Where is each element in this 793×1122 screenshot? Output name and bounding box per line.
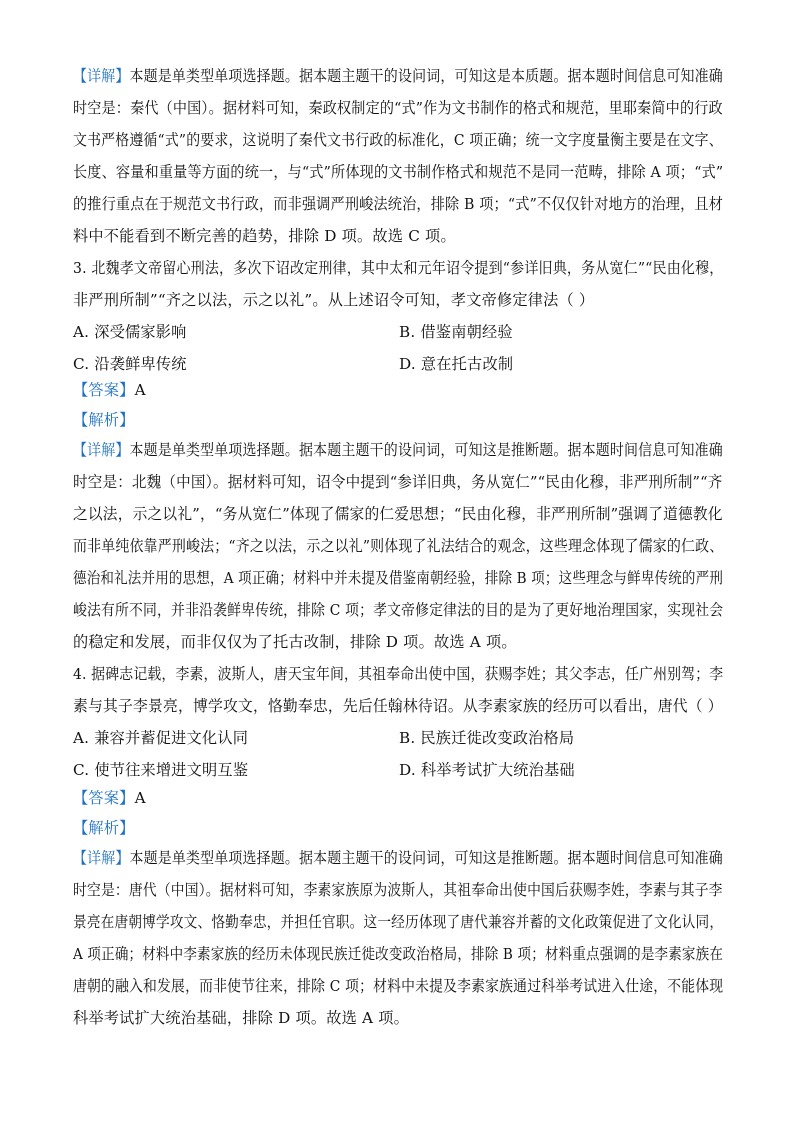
- q3-detail-line-6: 峻法有所不同，并非沿袭鲜卑传统，排除 C 项；孝文帝修定律法的目的是为了更好地治理国家，实现社会: [73, 601, 724, 619]
- q4-option-b: B. 民族迁徙改变政治格局: [399, 729, 575, 747]
- detail-tag: 【详解】: [73, 849, 130, 867]
- q3-option-d: D. 意在托古改制: [399, 355, 514, 373]
- q4-detail-line-2: 时空是：唐代（中国）。据材料可知，李素家族原为波斯人，其祖奉命出使中国后获赐李姓，李素与其子李: [73, 881, 723, 899]
- q3-option-b: B. 借鉴南朝经验: [399, 323, 513, 341]
- q3-detail-line-2: 时空是：北魏（中国）。据材料可知，诏令中提到“参详旧典，务从宽仁”“民由化穆，非严刑所制”“齐: [73, 473, 723, 491]
- answer-value: A: [134, 381, 146, 399]
- answer-tag: 【答案】: [73, 381, 135, 399]
- detail-tag: 【详解】: [73, 441, 130, 459]
- q3-option-c: C. 沿袭鲜卑传统: [73, 355, 187, 373]
- q4-detail-line-6: 科举考试扩大统治基础，排除 D 项。故选 A 项。: [73, 1009, 410, 1027]
- q3-detail-line-5: 德治和礼法并用的思想，A 项正确；材料中并未提及借鉴南朝经验，排除 B 项；这些理念与鲜卑传统的严刑: [73, 569, 724, 587]
- q4-detail-line-3: 景亮在唐朝博学攻文、恪勤奉忠，并担任官职。这一经历体现了唐代兼容并蓄的文化政策促进了文化认同，: [73, 913, 724, 931]
- q4-option-d: D. 科举考试扩大统治基础: [399, 761, 575, 779]
- q2-detail-line-6: 料中不能看到不断完善的趋势，排除 D 项。故选 C 项。: [73, 227, 456, 245]
- q3-option-a: A. 深受儒家影响: [73, 323, 187, 341]
- q3-analysis-tag: 【解析】: [73, 411, 135, 429]
- q4-analysis-tag: 【解析】: [73, 819, 135, 837]
- q4-answer: [73, 788, 146, 808]
- q4-detail-line-1: 【详解】本题是单类型单项选择题。据本题主题干的设问词，可知这是推断题。据本题时间信息可知准确: [73, 849, 723, 867]
- q2-detail-line-2: 时空是：秦代（中国）。据材料可知，秦政权制定的“式”作为文书制作的格式和规范，里耶秦简中的行政: [73, 99, 723, 117]
- q3-answer: [73, 380, 146, 400]
- q3-detail-line-4: 而非单纯依靠严刑峻法；“齐之以法，示之以礼”则体现了礼法结合的观念，这些理念体现了儒家的仁政、: [73, 537, 724, 555]
- q4-stem-line-1: 4. 据碑志记载，李素，波斯人，唐天宝年间，其祖奉命出使中国，获赐李姓；其父李志，任广州别驾；李: [73, 665, 724, 683]
- q3-detail-line-1: 【详解】本题是单类型单项选择题。据本题主题干的设问词，可知这是推断题。据本题时间信息可知准确: [73, 441, 723, 459]
- q3-detail-line-3: 之以法，示之以礼”，“务从宽仁”体现了儒家的仁爱思想；“民由化穆，非严刑所制”强调了道德教化: [73, 505, 723, 523]
- q3-stem-line-2: 非严刑所制”“齐之以法，示之以礼”。从上述诏令可知，孝文帝修定律法（ ）: [73, 291, 595, 309]
- q2-detail-line-3: 文书严格遵循“式”的要求，这说明了秦代文书行政的标准化，C 项正确；统一文字度量衡主要是在文字、: [73, 131, 723, 149]
- q4-option-a: A. 兼容并蓄促进文化认同: [73, 729, 249, 747]
- q3-stem-line-1: 3. 北魏孝文帝留心刑法，多次下诏改定刑律，其中太和元年诏令提到“参详旧典，务从宽仁”“民由化穆，: [73, 259, 724, 277]
- q2-detail-line-5: 的推行重点在于规范文书行政，而非强调严刑峻法统治，排除 B 项；“式”不仅仅针对地方的治理，且材: [73, 195, 724, 213]
- detail-tag: 【详解】: [73, 67, 130, 85]
- q2-detail-line-4: 长度、容量和重量等方面的统一，与“式”所体现的文书制作格式和规范不是同一范畴，排除 A 项；“式”: [73, 163, 724, 181]
- q4-detail-line-4: A 项正确；材料中李素家族的经历未体现民族迁徙改变政治格局，排除 B 项；材料重点强调的是李素家族在: [73, 945, 724, 963]
- answer-value: A: [134, 789, 146, 807]
- q3-detail-line-7: 的稳定和发展，而非仅仅为了托古改制，排除 D 项。故选 A 项。: [73, 633, 517, 651]
- q2-detail-line-1: 【详解】本题是单类型单项选择题。据本题主题干的设问词，可知这是本质题。据本题时间信息可知准确: [73, 67, 723, 85]
- answer-tag: 【答案】: [73, 789, 135, 807]
- q4-detail-line-5: 唐朝的融入和发展，而非使节往来，排除 C 项；材料中未提及李素家族通过科举考试进入仕途，不能体现: [73, 977, 724, 995]
- q4-stem-line-2: 素与其子李景亮，博学攻文，恪勤奉忠，先后任翰林待诏。从李素家族的经历可以看出，唐代（ ）: [73, 697, 723, 715]
- q4-option-c: C. 使节往来增进文明互鉴: [73, 761, 249, 779]
